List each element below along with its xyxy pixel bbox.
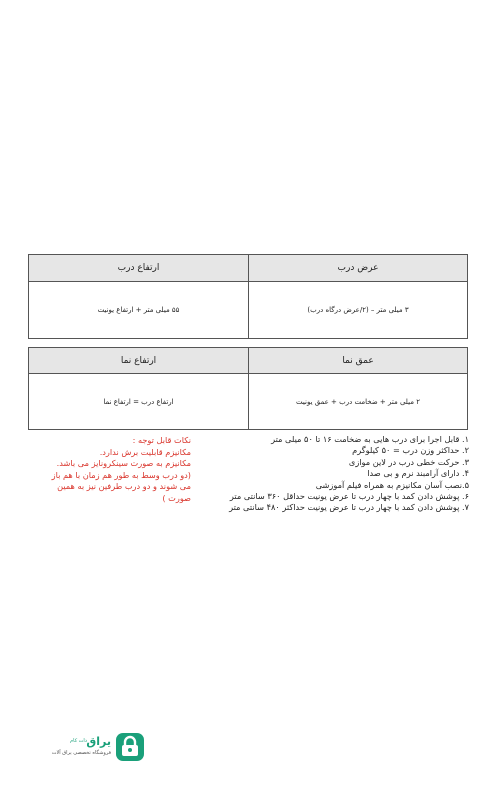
cell-facade-height-formula: ارتفاع درب = ارتفاع نما [103, 397, 174, 406]
brand-name: یراق [86, 735, 111, 748]
brand-tagline: فروشگاه تخصصی یراق آلات [51, 750, 111, 756]
feature-item: ۶. پوشش دادن کمد با چهار درب تا عرض یونیت حداقل ۳۶۰ سانتی متر [229, 491, 469, 502]
brand-logo [30, 732, 145, 762]
features-list [169, 434, 469, 514]
header-door-width: عرض درب [248, 255, 467, 282]
feature-item: ۵.نصب آسان مکانیزم به همراه فیلم آموزشی [315, 479, 469, 490]
note-line: می شوند و دو درب طرفین نیز به همین [57, 481, 191, 492]
note-line: (دو درب وسط به طور هم زمان با هم باز [51, 469, 191, 480]
brand-suffix: دات کام [70, 738, 87, 744]
note-line: مکانیزم قابلیت برش ندارد. [99, 446, 191, 457]
feature-item: ۴. دارای آرامبند نرم و بی صدا [367, 468, 469, 479]
header-facade-depth: عمق نما [248, 348, 467, 374]
dimension-table-door [28, 254, 468, 339]
notes-title: نکات قابل توجه : [132, 435, 191, 445]
header-facade-height: ارتفاع نما [29, 348, 248, 374]
note-line: صورت ) [162, 492, 191, 503]
feature-item: ۱. قابل اجرا برای درب هایی به ضخامت ۱۶ تا ۵۰ میلی متر [271, 434, 469, 444]
notes-box [28, 435, 191, 505]
dimension-table-facade [28, 347, 468, 430]
header-door-height: ارتفاع درب [29, 255, 248, 282]
cell-door-width-formula: ۳ میلی متر – (۲/عرض درگاه درب) [248, 282, 467, 338]
feature-item: ۳. حرکت خطی درب در لاین موازی [348, 456, 469, 467]
cell-facade-depth-formula: ۲ میلی متر + ضخامت درب + عمق یونیت [248, 374, 467, 429]
feature-item: ۷. پوشش دادن کمد با چهار درب تا عرض یونیت حداکثر ۴۸۰ سانتی متر [229, 502, 469, 513]
lock-icon [115, 732, 145, 762]
feature-item: ۲. حداکثر وزن درب = ۵۰ کیلوگرم [352, 445, 469, 456]
note-line: مکانیزم به صورت سینکرونایز می باشد. [56, 458, 191, 469]
cell-door-height-formula: ۵۵ میلی متر + ارتفاع یونیت [97, 306, 180, 314]
